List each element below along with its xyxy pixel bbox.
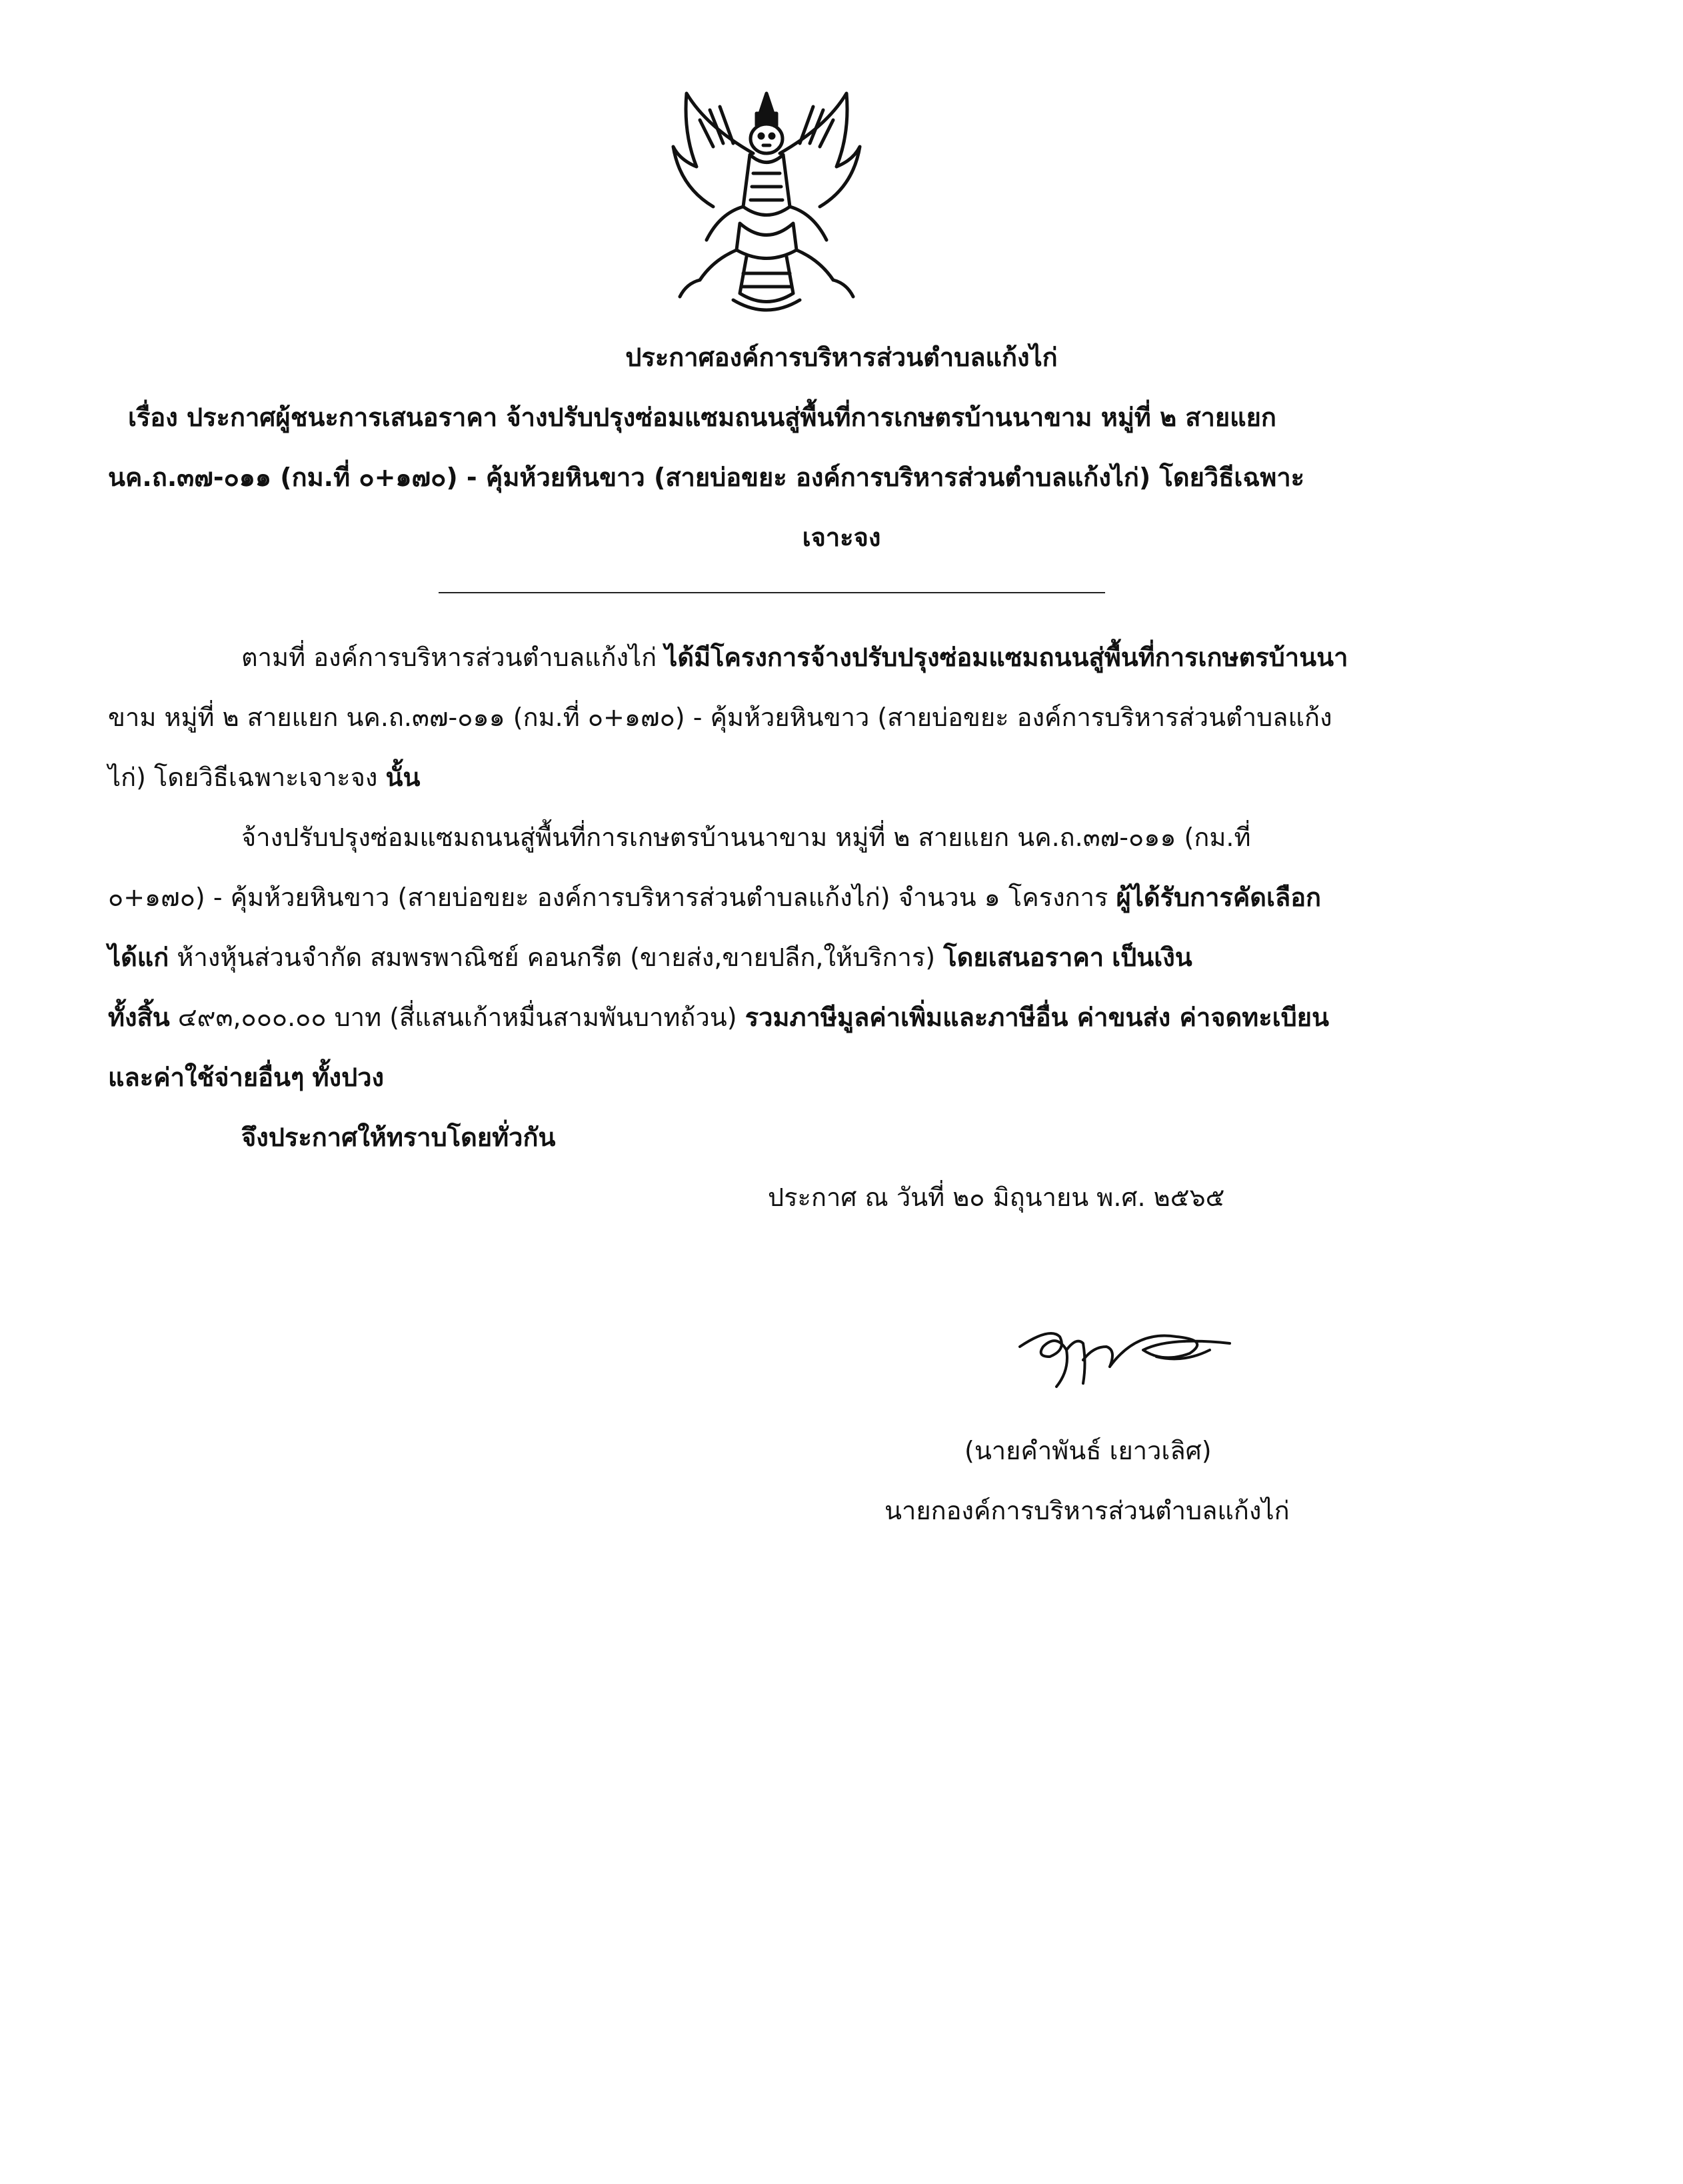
p2-line2-text: ๐+๑๗๐) - คุ้มห้วยหินขาว (สายบ่อขยะ องค์การบริหารส่วนตำบลแก้งไก่) จำนวน ๑ โครงการ	[108, 883, 1108, 912]
p2-line3-bold-c: โดยเสนอราคา	[943, 943, 1104, 972]
signer-name: (นายคำพันธ์ เยาวเลิศ)	[964, 1436, 1212, 1465]
paragraph-2-line-5	[108, 1057, 384, 1097]
paragraph-1-line-2: ขาม หมู่ที่ ๒ สายแยก นค.ถ.๓๗-๐๑๑ (กม.ที่ ๐+๑๗๐) - คุ้มห้วยหินขาว (สายบ่อขยะ องค์การบริหารส่วนตำบลแก้ง	[108, 703, 1332, 732]
paragraph-2-line-4	[108, 997, 1329, 1037]
subject-line-2: นค.ถ.๓๗-๐๑๑ (กม.ที่ ๐+๑๗๐) - คุ้มห้วยหินขาว (สายบ่อขยะ องค์การบริหารส่วนตำบลแก้งไก่) โดยวิธีเฉพาะ	[108, 463, 1305, 492]
p2-line4-text-b: ๔๙๓,๐๐๐.๐๐ บาท (สี่แสนเก้าหมื่นสามพันบาทถ้วน)	[177, 1003, 737, 1032]
p2-line2-bold: ผู้ได้รับการคัดเลือก	[1116, 883, 1322, 912]
subject-label: เรื่อง	[128, 403, 178, 432]
p2-line5-bold-b: ทั้งปวง	[312, 1063, 385, 1092]
paragraph-2-line-1: จ้างปรับปรุงซ่อมแซมถนนสู่พื้นที่การเกษตรบ้านนาขาม หมู่ที่ ๒ สายแยก นค.ถ.๓๗-๐๑๑ (กม.ที่	[241, 823, 1251, 852]
p1-text-a: ตามที่ องค์การบริหารส่วนตำบลแก้งไก่	[241, 643, 657, 672]
p2-line4-bold-c: รวมภาษีมูลค่าเพิ่มและภาษีอื่น ค่าขนส่ง ค่าจดทะเบียน	[745, 1003, 1329, 1032]
date-line: ประกาศ ณ วันที่ ๒๐ มิถุนายน พ.ศ. ๒๕๖๕	[768, 1183, 1225, 1212]
announcement-title: ประกาศองค์การบริหารส่วนตำบลแก้งไก่	[625, 343, 1058, 372]
p1-line3-bold: นั้น	[385, 763, 421, 792]
subject-line-3: เจาะจง	[802, 523, 881, 552]
paragraph-1-line-1	[241, 637, 1348, 677]
p2-line3-text-b: ห้างหุ้นส่วนจำกัด สมพรพาณิชย์ คอนกรีต (ขายส่ง,ขายปลีก,ให้บริการ)	[177, 943, 936, 972]
p1-text-b: ได้มีโครงการจ้างปรับปรุงซ่อมแซมถนนสู่พื้นที่การเกษตรบ้านนา	[665, 643, 1348, 672]
garuda-emblem-icon	[660, 80, 873, 327]
paragraph-2-line-3	[108, 937, 1192, 977]
subject-text-1: ประกาศผู้ชนะการเสนอราคา จ้างปรับปรุงซ่อมแซมถนนสู่พื้นที่การเกษตรบ้านนาขาม หมู่ที่ ๒ สายแยก	[187, 403, 1276, 432]
p2-line3-bold-d: เป็นเงิน	[1112, 943, 1192, 972]
divider	[439, 592, 1105, 593]
handwritten-signature-icon	[1010, 1310, 1236, 1403]
p1-line3-text: ไก่) โดยวิธีเฉพาะเจาะจง	[108, 763, 378, 792]
p2-line4-bold-a: ทั้งสิ้น	[108, 1003, 170, 1032]
signer-title: นายกองค์การบริหารส่วนตำบลแก้งไก่	[884, 1496, 1290, 1525]
subject-line-1	[128, 397, 1276, 437]
p2-line5-bold-a: และค่าใช้จ่ายอื่นๆ	[108, 1063, 305, 1092]
p2-line3-bold-a: ได้แก่	[108, 943, 169, 972]
paragraph-1-line-3	[108, 757, 420, 797]
closing-line: จึงประกาศให้ทราบโดยทั่วกัน	[241, 1123, 556, 1152]
paragraph-2-line-2	[108, 877, 1321, 917]
